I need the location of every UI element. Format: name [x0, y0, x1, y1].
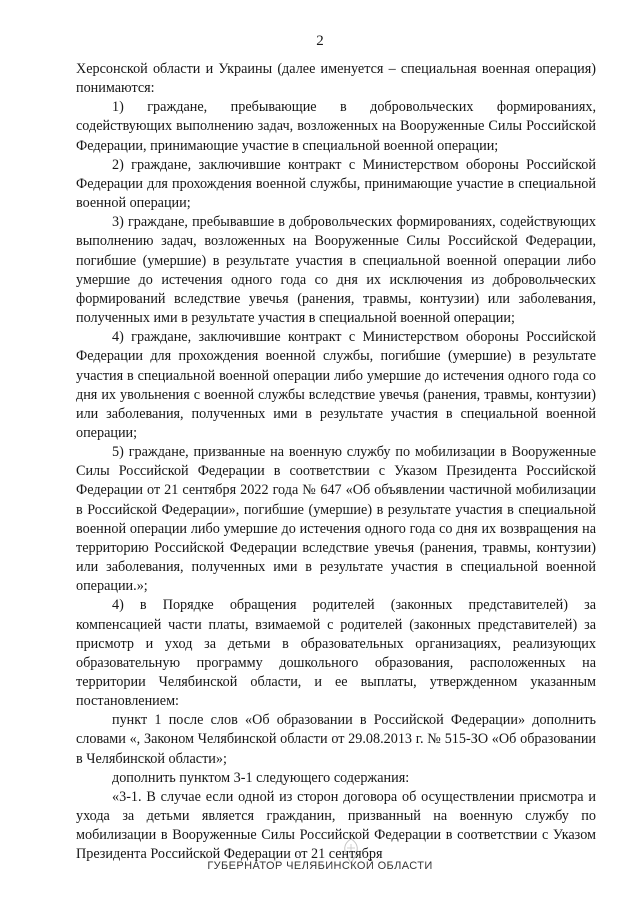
paragraph-item-5: 5) граждане, призванные на военную службу по мобилизации в Вооруженные Силы Российской Федерации в соответствии с Указом Президента Российской Федерации от 21 сентября 2022 года № 647 «Об объявлении частичной мобилизации в Российской Федерации», погибшие (умершие) в результате участия в специальной военной операции либо умершие до истечения одного года со дня их возвращения на территорию Российской Федерации вследствие увечья (ранения, травмы, контузии) или заболевания, полученных ими в результате участия в специальной военной операции.»;: [76, 444, 596, 595]
paragraph-point-3-1: «3-1. В случае если одной из сторон договора об осуществлении присмотра и ухода за детьми является гражданин, призванный на военную службу по мобилизации в Вооруженные Силы Российской Федерации в соответствии с Указом Президента Российской Федерации от 21 сентября: [76, 788, 596, 863]
paragraph-intro: Херсонской области и Украины (далее именуется – специальная военная операция) понимаются:: [76, 61, 596, 97]
paragraph-amendment-4: 4) в Порядке обращения родителей (законных представителей) за компенсацией части платы, взимаемой с родителей (законных представителей) за присмотр и уход за детьми в образовательных организациях, реализующих образовательную программу дошкольного образования, расположенных на территории Челябинской области, и ее выплаты, утвержденном указанным постановлением:: [76, 597, 596, 710]
paragraph-add-point: дополнить пунктом 3-1 следующего содержания:: [112, 769, 410, 786]
paragraph-item-3: 3) граждане, пребывавшие в добровольческих формированиях, содействующих выполнению задач, возложенных на Вооруженные Силы Российской Федерации, погибшие (умершие) в результате участия в специальной военной операции либо умершие до истечения одного года со дня их исключения из добровольческих формирований вследствие увечья (ранения, травмы, контузии) или заболевания, полученных ими в результате участия в специальной военной операции;: [76, 214, 596, 327]
page-number: 2: [316, 33, 324, 49]
paragraph-item-4: 4) граждане, заключившие контракт с Министерством обороны Российской Федерации для прохождения военной службы, погибшие (умершие) в результате участия в специальной военной операции либо умершие до истечения одного года со дня их увольнения с военной службы вследствие увечья (ранения, травмы, контузии) или заболевания, полученных ими в результате участия в специальной военной операции;: [76, 329, 596, 441]
paragraph-item-1: 1) граждане, пребывающие в добровольческих формированиях, содействующих выполнению задач, возложенных на Вооруженные Силы Российской Федерации, принимающие участие в специальной военной операции;: [76, 99, 596, 154]
document-body: [76, 60, 596, 865]
paragraph-point-1: пункт 1 после слов «Об образовании в Российской Федерации» дополнить словами «, Законом Челябинской области от 29.08.2013 г. № 515-ЗО «Об образовании в Челябинской области»;: [76, 712, 596, 767]
footer-title: ГУБЕРНАТОР ЧЕЛЯБИНСКОЙ ОБЛАСТИ: [207, 860, 433, 872]
paragraph-item-2: 2) граждане, заключившие контракт с Министерством обороны Российской Федерации для прохождения военной службы, принимающие участие в специальной военной операции;: [76, 156, 596, 212]
